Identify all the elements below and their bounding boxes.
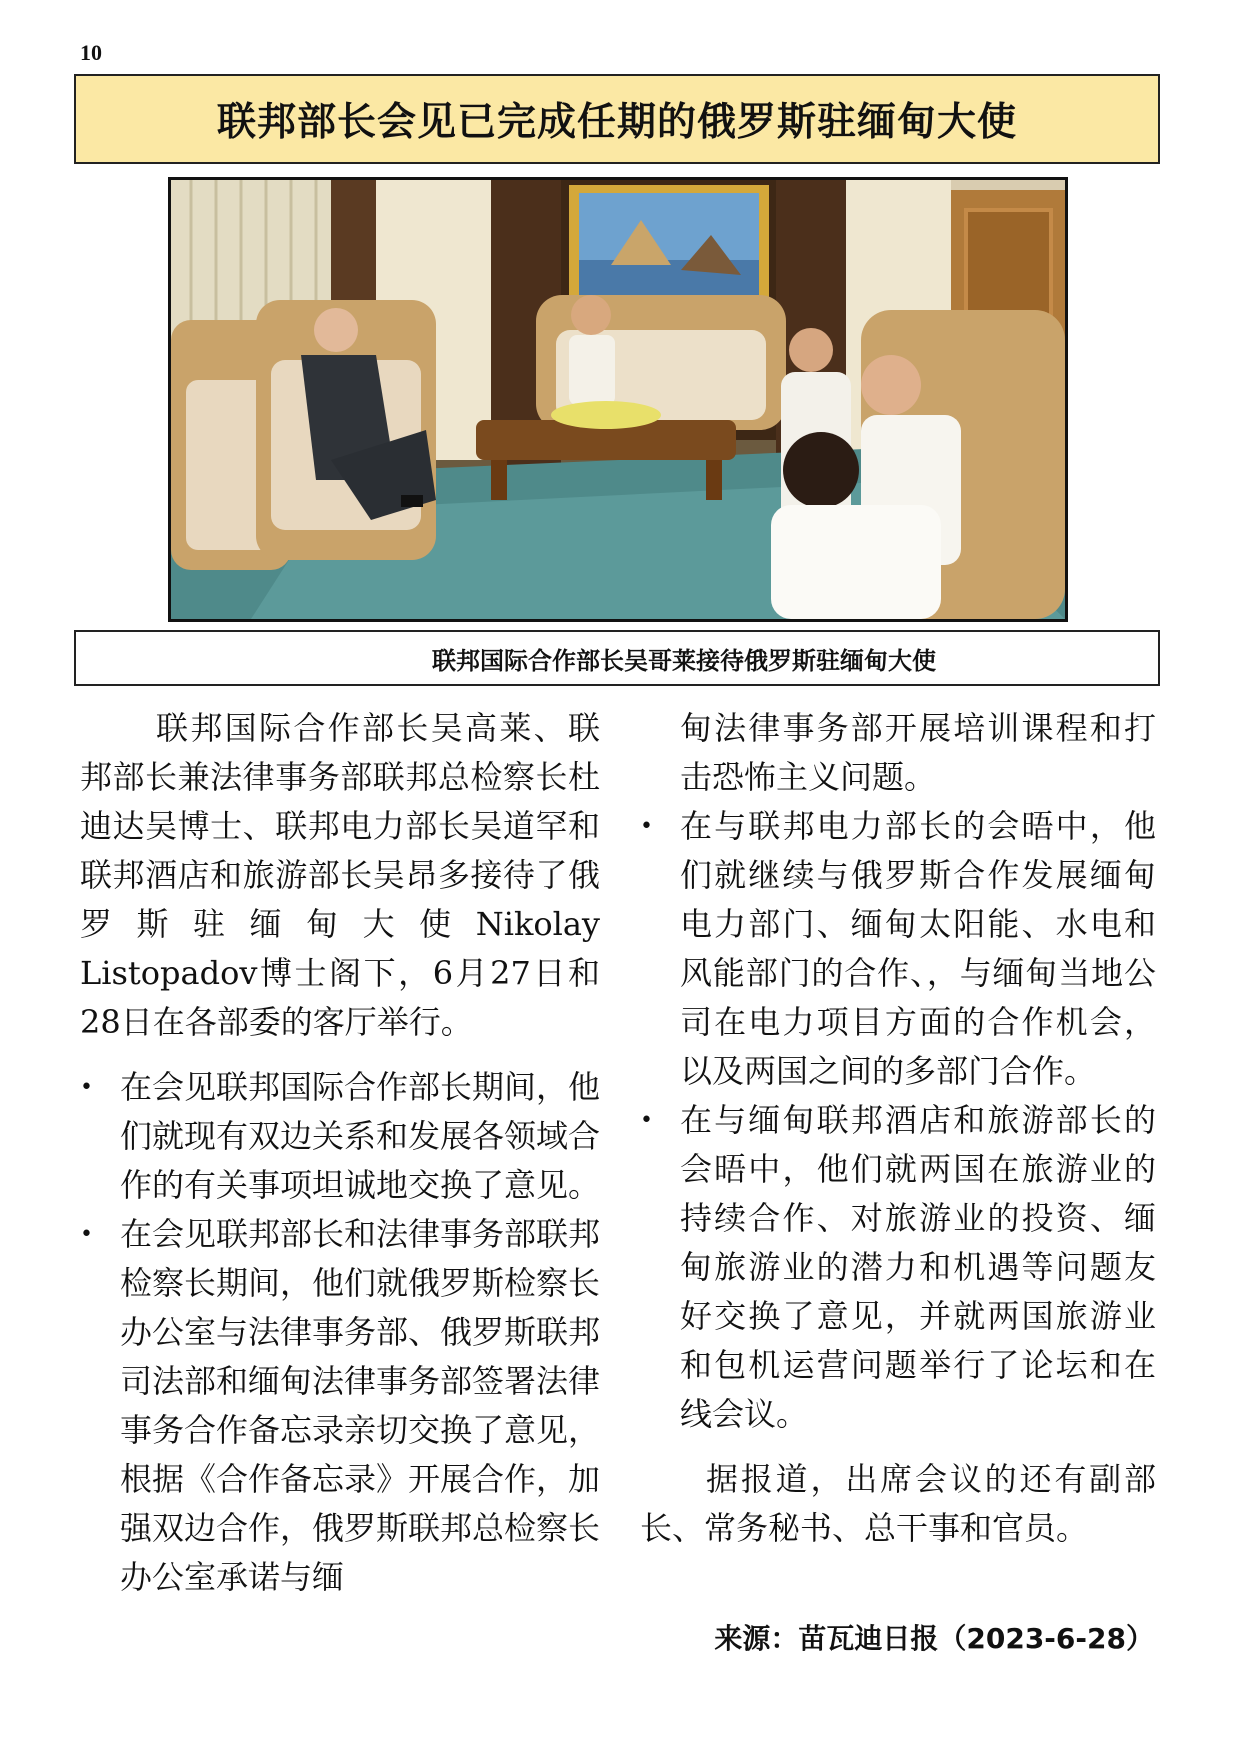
closing-paragraph: 据报道，出席会议的还有副部长、常务秘书、总干事和官员。 (640, 1460, 1156, 1547)
bullet-item: • 在与缅甸联邦酒店和旅游部长的会晤中，他们就两国在旅游业的持续合作、对旅游业的投资、缅甸旅游业的潜力和机遇等问题友好交换了意见，并就两国旅游业和包机运营问题举行了论坛和在线会议。 (640, 1096, 1156, 1439)
right-bullet-list (640, 704, 1156, 1439)
bullet-item: • 在会见联邦部长和法律事务部联邦检察长期间，他们就俄罗斯检察长办公室与法律事务部、俄罗斯联邦司法部和缅甸法律事务部签署法律事务合作备忘录亲切交换了意见，根据《合作备忘录》开展合作，加强双边合作，俄罗斯联邦总检察长办公室承诺与缅 (80, 1210, 600, 1602)
meeting-photo-illustration (171, 180, 1065, 619)
right-column (640, 704, 1156, 1553)
page-number: 10 (80, 40, 102, 65)
source-line: 来源：苗瓦迪日报（2023-6-28） (714, 1622, 1154, 1655)
meeting-photo (168, 177, 1068, 622)
intro-paragraph: 联邦国际合作部长吴高莱、联邦部长兼法律事务部联邦总检察长杜迪达吴博士、联邦电力部长吴道罕和联邦酒店和旅游部长吴昂多接待了俄罗斯驻缅甸大使Nikolay Listopadov博士阁下，6月27日和28日在各部委的客厅举行。 (80, 709, 600, 1041)
headline-banner (74, 74, 1160, 164)
photo-caption: 联邦国际合作部长吴哥莱接待俄罗斯驻缅甸大使 (432, 646, 936, 675)
bullet-item: • 在会见联邦国际合作部长期间，他们就现有双边关系和发展各领域合作的有关事项坦诚地交换了意见。 (80, 1063, 600, 1210)
bullet-continuation (640, 704, 1156, 802)
bullet-item: • 在与联邦电力部长的会晤中，他们就继续与俄罗斯合作发展缅甸电力部门、缅甸太阳能、水电和风能部门的合作、，与缅甸当地公司在电力项目方面的合作机会，以及两国之间的多部门合作。 (640, 802, 1156, 1096)
left-column (80, 704, 600, 1602)
left-bullet-list (80, 1063, 600, 1602)
photo-caption-box (74, 630, 1160, 686)
continuation-text: 甸法律事务部开展培训课程和打击恐怖主义问题。 (680, 709, 1156, 796)
headline: 联邦部长会见已完成任期的俄罗斯驻缅甸大使 (216, 100, 1017, 145)
